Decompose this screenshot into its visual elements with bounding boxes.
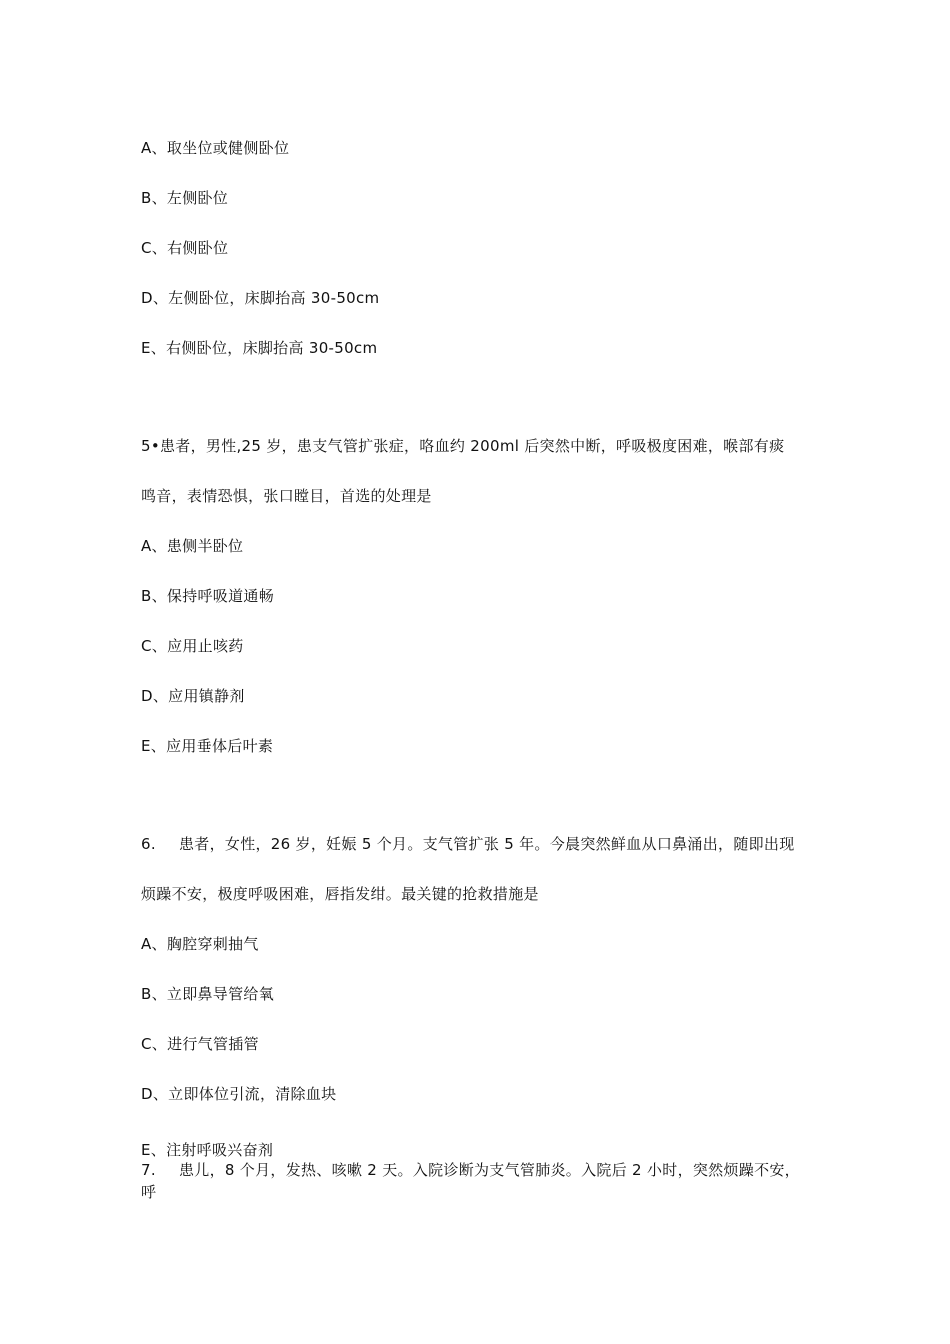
q6-option-c: C、进行气管插管 [141,1035,259,1053]
q6-stem-line1 [141,834,795,854]
q6-option-b: B、立即鼻导管给氧 [141,985,274,1003]
q5-option-c: C、应用止咳药 [141,637,244,655]
q7-number: 7. [141,1161,156,1179]
q4-option-d: D、左侧卧位，床脚抬高 30-50cm [141,289,380,307]
q6-option-d: D、立即体位引流，清除血块 [141,1085,337,1103]
q4-option-b: B、左侧卧位 [141,189,229,207]
q5-stem-line1: 5•患者，男性,25 岁，患支气管扩张症，咯血约 200ml 后突然中断，呼吸极度困难，喉部有痰 [141,437,785,455]
q5-option-d: D、应用镇静剂 [141,687,245,705]
q4-option-c: C、右侧卧位 [141,239,229,257]
q6-stem-line2: 烦躁不安，极度呼吸困难，唇指发绀。最关键的抢救措施是 [141,885,539,903]
q7-stem-line2: 呼 [141,1183,157,1201]
q6-option-a: A、胸腔穿刺抽气 [141,935,259,953]
q5-option-a: A、患侧半卧位 [141,537,244,555]
q6-option-e: E、注射呼吸兴奋剂 [141,1141,274,1159]
q6-stem-text: 患者，女性，26 岁，妊娠 5 个月。支气管扩张 5 年。今晨突然鲜血从口鼻涌出，随即出现 [179,835,795,853]
q5-option-b: B、保持呼吸道通畅 [141,587,274,605]
q7-stem-text: 患儿，8 个月，发热、咳嗽 2 天。入院诊断为支气管肺炎。入院后 2 小时，突然烦躁不安， [179,1161,800,1179]
q7-stem-line1 [141,1160,800,1180]
q4-option-a: A、取坐位或健侧卧位 [141,139,290,157]
q4-option-e: E、右侧卧位，床脚抬高 30-50cm [141,339,378,357]
q6-number: 6. [141,835,156,853]
q5-stem-line2: 鸣音，表情恐惧，张口瞠目，首选的处理是 [141,487,432,505]
q5-option-e: E、应用垂体后叶素 [141,737,274,755]
